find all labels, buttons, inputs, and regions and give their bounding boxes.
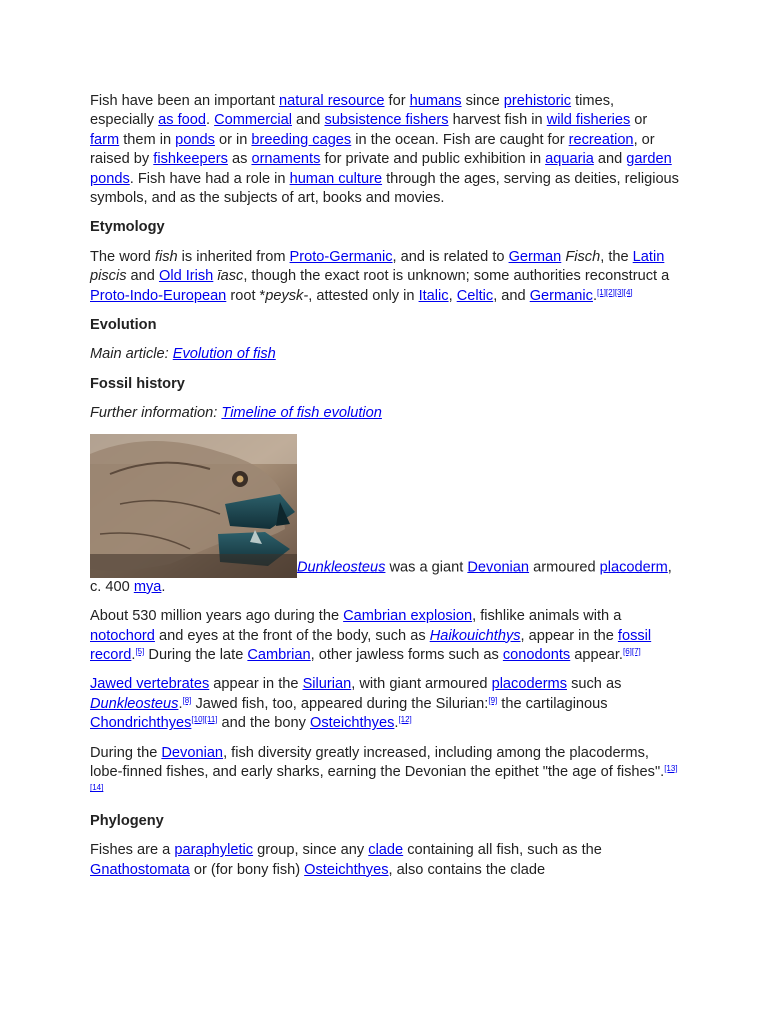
text: , appear in the — [520, 627, 618, 644]
link-cambrian-explosion[interactable]: Cambrian explosion — [343, 608, 473, 625]
heading-phylogeny: Phylogeny — [90, 812, 164, 829]
link-fossil-record[interactable]: fossil record — [90, 627, 652, 663]
link-evolution-of-fish[interactable]: Evolution of fish — [172, 346, 276, 363]
link-prehistoric[interactable]: prehistoric — [503, 93, 572, 109]
hatnote-further-information — [90, 404, 680, 423]
link-breeding-cages[interactable]: breeding cages — [251, 131, 352, 148]
link-cambrian[interactable]: Cambrian — [247, 646, 311, 663]
text: for private and public exhibition in — [320, 151, 546, 168]
link-placoderms[interactable]: placoderms — [491, 676, 568, 693]
text: . — [592, 287, 598, 304]
link-human-culture[interactable]: human culture — [289, 170, 383, 187]
citation-6-7[interactable]: [6][7] — [622, 646, 641, 656]
text: , or raised by — [90, 131, 655, 168]
hatnote-label: Further information: — [90, 405, 222, 422]
text: . — [394, 715, 399, 732]
link-proto-germanic[interactable]: Proto-Germanic — [289, 248, 393, 265]
link-celtic[interactable]: Celtic — [456, 287, 494, 304]
text: , and is related to — [392, 248, 509, 265]
text: . — [206, 112, 215, 129]
text: root * — [226, 287, 266, 304]
text: group, since any — [253, 842, 369, 859]
figure-with-caption — [90, 434, 680, 597]
text: was a giant — [385, 559, 468, 576]
link-subsistence-fishers[interactable]: subsistence fishers — [324, 112, 449, 129]
link-osteichthyes-2[interactable]: Osteichthyes — [304, 861, 389, 878]
text: for — [384, 93, 410, 109]
text: is inherited from — [177, 248, 290, 265]
link-garden-ponds[interactable]: garden ponds — [90, 151, 672, 187]
link-mya[interactable]: mya — [133, 578, 162, 595]
text: and — [593, 151, 627, 168]
text: , also contains the clade — [388, 861, 546, 878]
text: , the — [600, 248, 633, 265]
text: Fish have been an important — [90, 93, 280, 109]
text: since — [461, 93, 504, 109]
text: The word — [90, 248, 155, 265]
text: , fish diversity greatly increased, including among the placoderms, lobe-finned fishes, and early sharks, earning the Devonian the epithet "the age of fishes". — [90, 744, 665, 780]
link-dunkleosteus[interactable]: Dunkleosteus — [297, 559, 386, 576]
phylogeny-paragraph — [90, 841, 680, 880]
italic-term: peysk- — [265, 287, 309, 304]
link-haikouichthys[interactable]: Haikouichthys — [429, 627, 521, 644]
link-farm[interactable]: farm — [90, 131, 120, 148]
text: , though the exact root is unknown; some authorities reconstruct a — [243, 268, 670, 285]
text: such as — [567, 676, 622, 693]
article-body — [90, 92, 680, 890]
text: , — [448, 287, 457, 304]
text: During the late — [144, 646, 248, 663]
link-german[interactable]: German — [508, 248, 562, 265]
link-old-irish[interactable]: Old Irish — [158, 268, 214, 285]
link-ponds[interactable]: ponds — [175, 131, 215, 148]
link-timeline-of-fish-evolution[interactable]: Timeline of fish evolution — [221, 405, 382, 422]
link-wild-fisheries[interactable]: wild fisheries — [546, 112, 631, 129]
text: , other jawless forms such as — [310, 646, 503, 663]
heading-etymology: Etymology — [90, 219, 165, 236]
link-clade[interactable]: clade — [368, 842, 404, 859]
citation-9[interactable]: [9] — [488, 695, 498, 705]
text: and — [291, 112, 325, 129]
text: or in — [214, 131, 252, 148]
text: and the bony — [217, 715, 311, 732]
link-recreation[interactable]: recreation — [568, 131, 634, 148]
text: armoured — [529, 559, 600, 576]
link-italic[interactable]: Italic — [418, 287, 449, 304]
text: and — [126, 268, 159, 285]
italic-term: īasc — [217, 268, 244, 285]
citation-1-4[interactable]: [1][2][3][4] — [597, 287, 633, 297]
text: , c. 400 — [90, 559, 672, 595]
link-commercial[interactable]: Commercial — [214, 112, 292, 129]
text: . — [131, 646, 136, 663]
link-as-food[interactable]: as food — [158, 112, 207, 129]
link-gnathostomata[interactable]: Gnathostomata — [90, 861, 190, 878]
link-devonian[interactable]: Devonian — [467, 559, 530, 576]
text: Fishes are a — [90, 842, 175, 859]
text: , with giant armoured — [351, 676, 492, 693]
text: . — [178, 695, 183, 712]
intro-paragraph — [90, 92, 680, 208]
devonian-paragraph — [90, 744, 680, 802]
text: . Fish have had a role in — [129, 170, 290, 187]
link-dunkleosteus-2[interactable]: Dunkleosteus — [90, 695, 179, 712]
link-fishkeepers[interactable]: fishkeepers — [153, 151, 228, 168]
link-humans[interactable]: humans — [409, 93, 462, 109]
link-paraphyletic[interactable]: paraphyletic — [174, 842, 254, 859]
text: appear in the — [209, 676, 303, 693]
link-ornaments[interactable]: ornaments — [251, 151, 321, 168]
dunkleosteus-image[interactable] — [90, 434, 297, 578]
citation-5[interactable]: [5] — [135, 646, 145, 656]
link-jawed-vertebrates[interactable]: Jawed vertebrates — [90, 676, 210, 693]
silurian-paragraph — [90, 675, 680, 733]
text: appear. — [570, 646, 623, 663]
link-natural-resource[interactable]: natural resource — [279, 93, 385, 109]
text: through the ages, serving as deities, religious symbols, and as the subjects of art, books and movies. — [90, 170, 679, 207]
text: in the ocean. Fish are caught for — [351, 131, 569, 148]
text: During the — [90, 744, 162, 761]
heading-evolution: Evolution — [90, 317, 157, 334]
link-germanic[interactable]: Germanic — [529, 287, 593, 304]
hatnote-main-article — [90, 345, 680, 364]
cambrian-paragraph — [90, 607, 680, 665]
etymology-paragraph — [90, 248, 680, 306]
text: as — [227, 151, 252, 168]
citation-10-11[interactable]: [10][11] — [191, 715, 218, 725]
link-notochord[interactable]: notochord — [90, 627, 155, 644]
text: times, especially — [90, 93, 615, 129]
text: harvest fish in — [448, 112, 547, 129]
text: , attested only in — [308, 287, 419, 304]
link-aquaria[interactable]: aquaria — [545, 151, 594, 168]
text: and eyes at the front of the body, such as — [154, 627, 430, 644]
hatnote-label: Main article: — [90, 346, 173, 363]
link-proto-indo-european[interactable]: Proto-Indo-European — [90, 287, 227, 304]
citation-13-14[interactable]: [13][14] — [90, 763, 678, 793]
text: . — [161, 578, 166, 595]
link-placoderm[interactable]: placoderm — [599, 559, 668, 576]
text: , fishlike animals with a — [472, 608, 622, 625]
text: the cartilaginous — [497, 695, 608, 712]
link-osteichthyes[interactable]: Osteichthyes — [310, 715, 395, 732]
italic-term: fish — [154, 248, 178, 265]
text: them in — [119, 131, 176, 148]
citation-12[interactable]: [12] — [398, 715, 412, 725]
link-conodonts[interactable]: conodonts — [502, 646, 571, 663]
link-devonian-2[interactable]: Devonian — [161, 744, 224, 761]
link-latin[interactable]: Latin — [632, 248, 665, 265]
text: , and — [493, 287, 530, 304]
text: or — [630, 112, 648, 129]
link-chondrichthyes[interactable]: Chondrichthyes — [90, 715, 192, 732]
text: Jawed fish, too, appeared during the Silurian: — [191, 695, 489, 712]
italic-term: piscis — [90, 268, 127, 285]
italic-term: Fisch — [565, 248, 601, 265]
link-silurian[interactable]: Silurian — [302, 676, 352, 693]
text: or (for bony fish) — [189, 861, 305, 878]
text: About 530 million years ago during the — [90, 608, 344, 625]
citation-8[interactable]: [8] — [182, 695, 192, 705]
text: containing all fish, such as the — [403, 842, 602, 859]
heading-fossil-history: Fossil history — [90, 375, 185, 392]
